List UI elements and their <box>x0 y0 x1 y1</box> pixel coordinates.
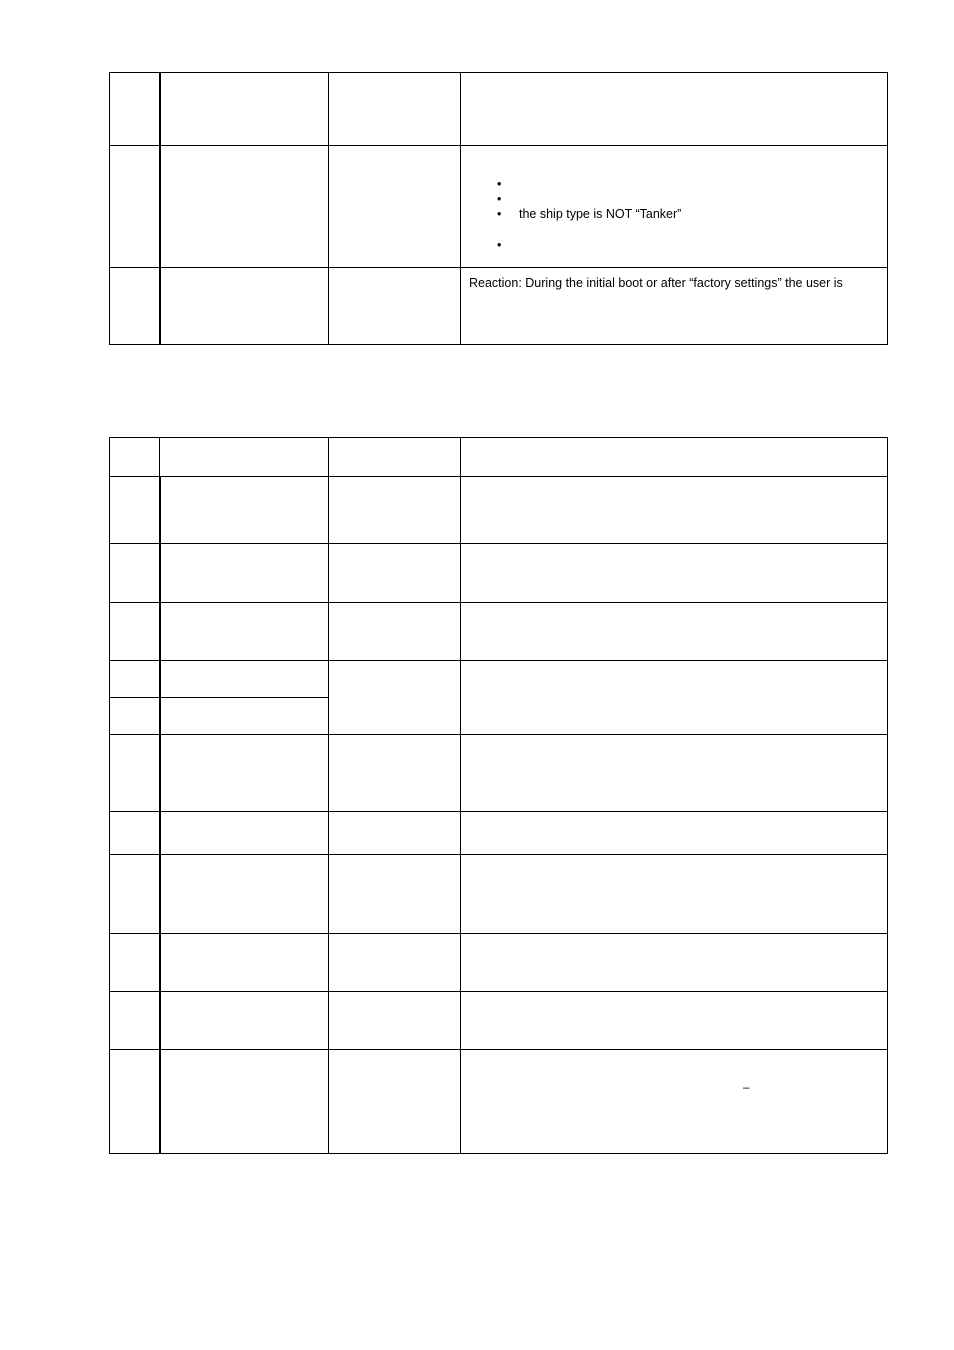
table-row <box>110 146 888 268</box>
table-cell <box>461 812 888 855</box>
table-cell <box>110 934 160 992</box>
table-cell <box>160 268 329 345</box>
table-row <box>110 661 888 698</box>
table-cell <box>110 661 160 698</box>
table-row <box>110 735 888 812</box>
list-item <box>461 192 887 207</box>
table-row <box>110 1050 888 1154</box>
table-cell <box>329 438 461 477</box>
table-cell <box>160 934 329 992</box>
table-row <box>110 934 888 992</box>
table-cell <box>160 438 329 477</box>
table-cell <box>329 73 461 146</box>
table-cell <box>329 477 461 544</box>
table-cell <box>160 603 329 661</box>
table-cell <box>110 698 160 735</box>
table-cell <box>160 661 329 698</box>
reaction-cell <box>461 268 888 345</box>
table-cell <box>110 1050 160 1154</box>
table-row <box>110 73 888 146</box>
table-cell <box>461 477 888 544</box>
table-cell <box>461 735 888 812</box>
bullet-icon: • <box>497 238 502 252</box>
bullet-text: the ship type is NOT “Tanker” <box>519 207 682 221</box>
table-cell-merged <box>461 661 888 735</box>
requirements-table-1 <box>109 72 888 345</box>
table-header-row <box>110 438 888 477</box>
table-cell <box>160 544 329 603</box>
table-cell <box>110 992 160 1050</box>
table-cell <box>329 992 461 1050</box>
table-row <box>110 855 888 934</box>
table-cell <box>461 855 888 934</box>
table-row <box>110 544 888 603</box>
table-row <box>110 268 888 345</box>
table-cell <box>160 992 329 1050</box>
list-item <box>461 177 887 192</box>
condition-bullet-list <box>461 177 887 253</box>
table-cell <box>110 268 160 345</box>
list-item <box>461 238 887 253</box>
requirements-table-2 <box>109 437 888 1154</box>
table-cell <box>329 934 461 992</box>
table-cell <box>160 812 329 855</box>
reaction-text: Reaction: During the initial boot or after “factory settings” the user is <box>469 276 843 290</box>
table-cell <box>329 812 461 855</box>
table-cell <box>160 477 329 544</box>
table-cell <box>110 146 160 268</box>
table-cell <box>110 477 160 544</box>
table-cell <box>329 735 461 812</box>
table-cell <box>329 146 461 268</box>
table-cell <box>160 855 329 934</box>
table-row <box>110 477 888 544</box>
list-item <box>461 207 887 222</box>
table-cell <box>110 735 160 812</box>
table-cell <box>329 1050 461 1154</box>
dash-mark: – <box>743 1080 750 1094</box>
table-cell <box>461 544 888 603</box>
table-cell <box>329 544 461 603</box>
table-cell <box>461 73 888 146</box>
table-cell <box>110 812 160 855</box>
table-cell <box>329 603 461 661</box>
table-cell <box>160 1050 329 1154</box>
table-cell <box>110 73 160 146</box>
table-cell <box>329 268 461 345</box>
table-cell-merged <box>329 661 461 735</box>
table-cell <box>110 855 160 934</box>
table-cell <box>110 438 160 477</box>
table-cell <box>329 855 461 934</box>
table-cell <box>461 438 888 477</box>
table-cell <box>160 146 329 268</box>
condition-cell <box>461 146 888 268</box>
table-cell <box>160 698 329 735</box>
bullet-icon: • <box>497 207 502 221</box>
table-cell <box>461 992 888 1050</box>
bullet-icon: • <box>497 177 502 191</box>
table-row <box>110 812 888 855</box>
table-cell <box>461 934 888 992</box>
table-cell <box>160 735 329 812</box>
table-cell <box>461 603 888 661</box>
bullet-icon: • <box>497 192 502 206</box>
table-row <box>110 603 888 661</box>
table-cell <box>461 1050 888 1154</box>
table-row <box>110 992 888 1050</box>
table-cell <box>110 603 160 661</box>
table-cell <box>160 73 329 146</box>
table-cell <box>110 544 160 603</box>
